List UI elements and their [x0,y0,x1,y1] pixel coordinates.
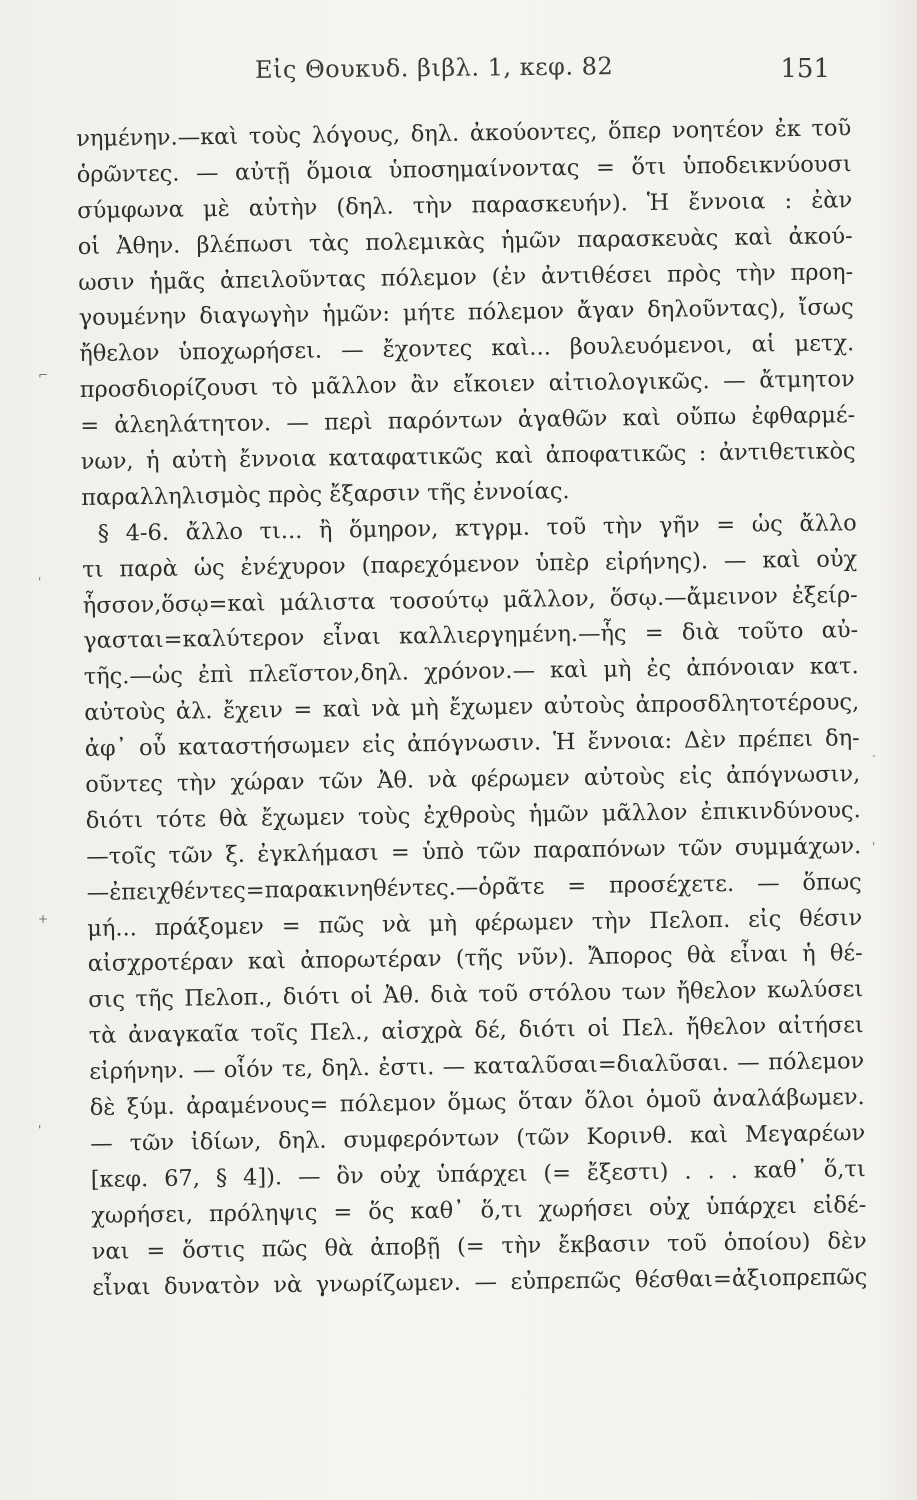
text-line: = ἀλεηλάτητον. — περὶ παρόντων ἀγαθῶν καὶ οὔπω ἐφθαρμέ- [80,402,856,440]
text-line: ὁρῶντες. — αὐτῇ ὅμοια ὑποσημαίνοντας = ὅτι ὑποδεικνύουσι [76,151,852,188]
text-line: τι παρὰ ὡς ἐνέχυρον (παρεχόμενον ὑπὲρ εἰρήνης). — καὶ οὐχ [82,545,858,583]
text-line: — τῶν ἰδίων, δηλ. συμφερόντων (τῶν Κορινθ. καὶ Μεγαρέων [90,1120,866,1157]
margin-mark: . [872,746,876,760]
text-line: σύμφωνα μὲ αὐτὴν (δηλ. τὴν παρασκευήν). Ἡ ἔννοια : ἐὰν [77,186,853,224]
text-line: οἱ Ἀθην. βλέπωσι τὰς πολεμικὰς ἡμῶν παρασκευὰς καὶ ἀκού- [77,222,853,260]
text-line: μή... πράξομεν = πῶς νὰ μὴ φέρωμεν τὴν Πελοπ. εἰς θέσιν [87,904,863,942]
page-edge-shading [877,0,917,1500]
text-line: παραλληλισμὸς πρὸς ἔξαρσιν τῆς ἐννοίας. [81,478,570,511]
margin-mark: ' [38,575,42,589]
margin-mark: ' [872,840,876,854]
text-line: νων, ἡ αὐτὴ ἔννοια καταφατικῶς καὶ ἀποφατικῶς : ἀντιθετικὸς [80,438,856,475]
text-line: διότι τότε θὰ ἔχωμεν τοὺς ἐχθροὺς ἡμῶν μᾶλλον ἐπικινδύνους. [85,797,861,834]
page-header [80,50,830,90]
margin-mark: ' [38,1123,42,1137]
text-line: —τοῖς τῶν ξ. ἐγκλήμασι = ὑπὸ τῶν παραπόνων τῶν συμμάχων. [86,832,862,870]
text-line: δὲ ξύμ. ἀραμένους= πόλεμον ὅμως ὅταν ὅλοι ὁμοῦ ἀναλάβωμεν. [89,1084,865,1121]
text-line-section: § 4-6. ἄλλο τι... ἢ ὅμηρον, κτγρμ. τοῦ τὴν γῆν = ὡς ἄλλο [97,509,857,547]
text-line: —ἐπειχθέντες=παρακινηθέντες.—ὁρᾶτε = προσέχετε. — ὅπως [86,868,862,906]
text-line: αὐτοὺς ἀλ. ἔχειν = καὶ νὰ μὴ ἔχωμεν αὐτοὺς ἀπροσδλητοτέρους, [84,689,860,727]
margin-mark: ⌐ [38,368,49,382]
running-head: Εἰς Θουκυδ. βιβλ. 1, κεφ. 82 [254,52,614,84]
text-line: σις τῆς Πελοπ., διότι οἱ Ἀθ. διὰ τοῦ στόλου των ἤθελον κωλύσει [88,976,864,1014]
text-line: ἀφ᾽ οὗ καταστήσωμεν εἰς ἀπόγνωσιν. Ἡ ἔννοια: Δὲν πρέπει δη- [84,725,860,763]
margin-mark: + [38,912,49,926]
text-line: αἰσχροτέραν καὶ ἀπορωτέραν (τῆς νῦν). Ἄπορος θὰ εἶναι ἡ θέ- [87,940,863,978]
text-line: [κεφ. 67, § 4]). — ὃν οὐχ ὑπάρχει (= ἔξεστι) . . . καθ᾽ ὅ,τι [90,1155,866,1193]
text-line: ἤθελον ὑποχωρήσει. — ἔχοντες καὶ... βουλευόμενοι, αἱ μετχ. [79,330,855,368]
commentary-text [76,111,867,1306]
text-line: οῦντες τὴν χώραν τῶν Ἀθ. νὰ φέρωμεν αὐτοὺς εἰς ἀπόγνωσιν, [85,761,861,798]
text-line: ἧσσον,ὅσῳ=καὶ μάλιστα τοσούτῳ μᾶλλον, ὅσῳ.—ἄμεινον ἐξείρ- [82,581,858,619]
text-line: τὰ ἀναγκαῖα τοῖς Πελ., αἰσχρὰ δέ, διότι οἱ Πελ. ἤθελον αἰτήσει [88,1012,864,1050]
text-line: εἰρήνην. — οἷόν τε, δηλ. ἐστι. — καταλῦσαι=διαλῦσαι. — πόλεμον [89,1048,865,1086]
text-line: νημένην.—καὶ τοὺς λόγους, δηλ. ἀκούοντες, ὅπερ νοητέον ἐκ τοῦ [76,115,852,152]
text-line: ωσιν ἡμᾶς ἀπειλοῦντας πόλεμον (ἐν ἀντιθέσει πρὸς τὴν προη- [78,258,854,296]
text-line: χωρήσει, πρόληψις = ὅς καθ᾽ ὅ,τι χωρήσει οὐχ ὑπάρχει εἰδέ- [91,1191,867,1229]
text-line: γουμένην διαγωγὴν ἡμῶν: μήτε πόλεμον ἄγαν δηλοῦντας), ἴσως [78,294,854,332]
text-line: ναι = ὅστις πῶς θὰ ἀποβῇ (= τὴν ἔκβασιν τοῦ ὁποίου) δὲν [91,1227,867,1265]
text-line: προσδιορίζουσι τὸ μᾶλλον ἂν εἴκοιεν αἰτιολογικῶς. — ἄτμητον [79,366,855,404]
text-line: γασται=καλύτερον εἶναι καλλιεργημένη.—ἧς = διὰ τοῦτο αὐ- [83,617,859,655]
text-line: τῆς.—ὡς ἐπὶ πλεῖστον,δηλ. χρόνον.— καὶ μὴ ἐς ἀπόνοιαν κατ. [83,653,859,691]
text-line: εἶναι δυνατὸν νὰ γνωρίζωμεν. — εὐπρεπῶς θέσθαι=ἀξιοπρεπῶς [92,1263,868,1301]
page-number: 151 [780,54,830,84]
